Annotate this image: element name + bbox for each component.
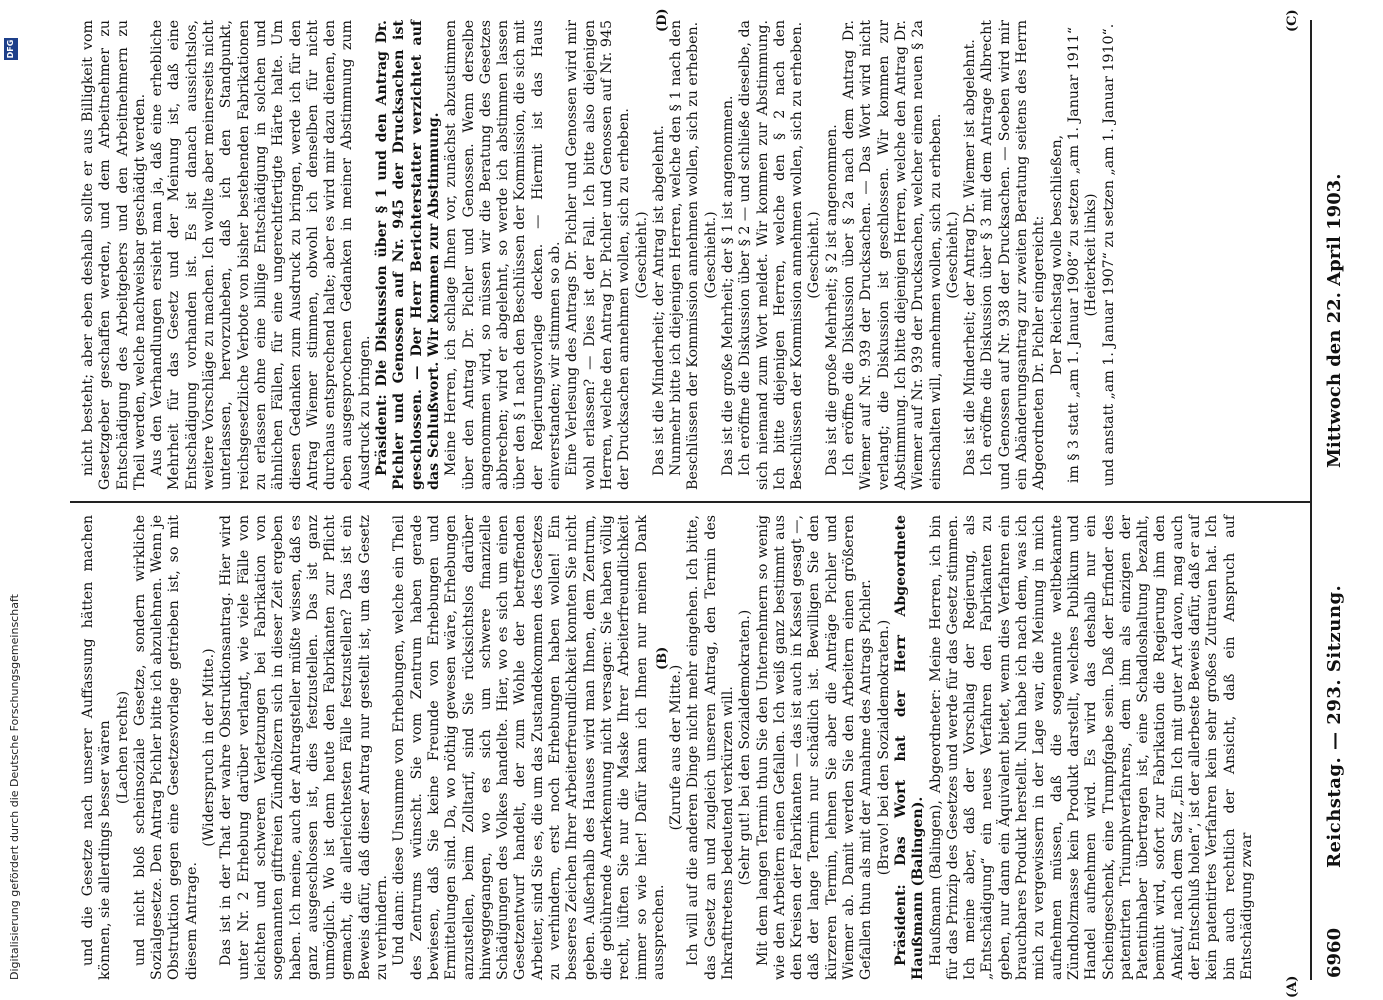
page-header (1318, 12, 1358, 988)
interjection: (Sehr gut! bei den Sozialdemokraten.) (737, 609, 754, 886)
left-column (80, 515, 1305, 980)
paragraph: Das ist in der That der wahre Obstruktionsantrag. Hier wird unter Nr. 2 Erhebung darüber verlangt, wie viele Fälle von leichten und schweren Verletzungen bei Fabrikation von sogenannten giftfreien Zündhölzern sich in dieser Zeit ergeben haben. Ich meine, auch der Antragsteller müßte wissen, daß es ganz ausgeschlossen ist, dies festzustellen. Das ist ganz unmöglich. Wo ist denn heute den Fabrikanten zur Pflicht gemacht, die allerleichtesten Fälle festzustellen? Das ist ein Beweis dafür, daß dieser Antrag nur gestellt ist, um das Gesetz zu verhindern. (218, 515, 391, 980)
motion-text: Der Reichstag wolle beschließen, (1048, 134, 1065, 376)
interjection: (Zurufe aus der Mitte.) (668, 664, 685, 831)
paragraph: Ich eröffne die Diskussion über § 3 mit dem Antrage Albrecht und Genossen auf Nr. 938 der Drucksachen. — Soeben wird mir ein Abänderungsantrag zur zweiten Beratung seitens des Herrn Abgeordneten Dr. Pichler eingereicht: (979, 20, 1048, 490)
interjection: (Geschieht.) (806, 211, 823, 299)
interjection: (Bravo! bei den Sozialdemokraten.) (875, 619, 892, 876)
motion-text: im § 3 statt „am 1. Januar 1908“ zu setzen „am 1. Januar 1911“ (1065, 26, 1082, 484)
session-date: Mittwoch den 22. April 1903. (1324, 173, 1345, 468)
speaker-paragraph: Präsident: Das Wort hat der Herr Abgeordnete Haußmann (Balingen). (892, 515, 927, 980)
page-number: 6960 (1324, 927, 1345, 978)
right-column (80, 20, 1305, 490)
paragraph: Das ist die Minderheit; der Antrag ist abgelehnt. (650, 125, 667, 476)
margin-marker-b: (B) (655, 646, 670, 670)
digitization-note: Digitalisierung gefördert durch die Deutsche Forschungsgemeinschaft (8, 594, 21, 980)
paragraph: Haußmann (Balingen), Abgeordneter: Meine Herren, ich bin für das Prinzip des Gesetzes und werde für das Gesetz stimmen. Ich meine aber, daß der Vorschlag der Regierung, als „Entschädigung“ ein neues Verfahren den Fabrikanten zu geben, nur dann ein Äquivalent bietet, wenn dies Verfahren ein brauchbares Produkt herstellt. Nun habe ich nach dem, was ich mich zu vergewissern in der Lage war, die Meinung in mich aufnehmen müssen, daß die sogenannte weltbekannte Zündholzmasse kein Produkt darstellt, welches Publikum und Handel aufnehmen wird. Es wird das deshalb nur ein Scheingeschenk, eine Trumpfgabe sein. Daß der Erfinder des patentirten Triumphverfahrens, dem ihm als einzigen der Patentinhaber übertragen ist, eine Schadloshaltung bezahlt, bemüht wird, sofort zur Fabrikation die Regierung ihm den Ankauf, nach dem Satz „Ein Ich mit guter Art davon, mag auch der Entschluß holen“, ist der allerbeste Beweis dafür, daß er auf kein patentirtes Verfahren kein sehr großes Zutrauen hat. Ich bin auch rechtlich der Ansicht, daß ein Anspruch auf Entschädigung zwar (927, 515, 1255, 980)
motion-text: und anstatt „am 1. Januar 1907“ zu setzen „am 1. Januar 1910“. (1100, 23, 1117, 487)
interjection: (Geschieht.) (633, 211, 650, 299)
margin-marker-c: (C) (1285, 9, 1300, 32)
interjection: (Heiterkeit links) (1083, 193, 1100, 317)
interjection: (Geschieht.) (944, 211, 961, 299)
paragraph: Ich will auf die anderen Dinge nicht mehr eingehen. Ich bitte, das Gesetz an und zugleich unseren Antrag, den Termin des Inkrafttretens bedeutend verkürzen will. (685, 515, 736, 980)
page-title: Reichstag. — 293. Sitzung. (1324, 584, 1345, 868)
interjection: (Widerspruch in der Mitte.) (201, 648, 218, 847)
paragraph: Eine Verlesung des Antrags Dr. Pichler und Genossen wird mir wohl erlassen? — Dies ist der Fall. Ich bitte also diejenigen Herren, welche den Antrag Dr. Pichler und Genossen auf Nr. 945 der Drucksachen annehmen wollen, sich zu erheben. (564, 20, 633, 490)
paragraph: Aus den Verhandlungen ersieht man ja, daß eine erhebliche Mehrheit für das Gesetz und der Meinung ist, daß eine Entschädigung vorhanden ist. Es ist danach aussichtslos, weitere Vorschläge zu machen. Ich wollte aber meinerseits nicht unterlassen, hervorzuheben, daß ich den Standpunkt, reichsgesetzliche Verbote von bisher bestehenden Fabrikationen zu erlassen ohne eine billige Entschädigung in solchen und ähnlichen Fällen, für eine ungerechtfertigte Härte halte. Um diesen Gedanken zum Ausdruck zu bringen, werde ich für den Antrag Wiemer stimmen, obwohl ich denselben für nicht durchaus entsprechend halte; aber es wird mir dazu dienen, den eben ausgesprochenen Gedanken in meiner Abstimmung zum Ausdruck zu bringen. (149, 20, 373, 490)
paragraph: Das ist die große Mehrheit; der § 1 ist angenommen. (719, 95, 736, 476)
paragraph: Ich eröffne die Diskussion über § 2a nach dem Antrag Dr. Wiemer auf Nr. 939 der Drucksachen. — Das Wort wird nicht verlangt; die Diskussion ist geschlossen. Wir kommen zur Abstimmung. Ich bitte diejenigen Herren, welche den Antrag Dr. Wiemer auf Nr. 939 der Drucksachen, welcher einen neuen § 2a einschalten will, annehmen wollen, sich zu erheben. (841, 20, 944, 490)
paragraph: Meine Herren, ich schlage Ihnen vor, zunächst abzustimmen über den Antrag Dr. Pichler und Genossen. Wenn derselbe angenommen wird, so müssen wir die Beratung des Gesetzes abbrechen; wird er abgelehnt, so werde ich abstimmen lassen über den § 1 nach den Beschlüssen der Kommission, die sich mit der Regierungsvorlage decken. — Hiermit ist das Haus einverstanden; wir stimmen so ab. (443, 20, 564, 490)
paragraph: nicht besteht; aber eben deshalb sollte er aus Billigkeit vom Gesetzgeber geschaffen werden, und dem Arbeitnehmer zu Entschädigung des Arbeitgebers und den Arbeitnehmern zu Theil werden, welche nachweisbar geschädigt werden. (80, 20, 148, 490)
paragraph: Das ist die große Mehrheit; § 2 ist angenommen. (823, 124, 840, 476)
interjection: (Lachen rechts) (114, 690, 131, 805)
paragraph: Mit dem langen Termin thun Sie den Unternehmern so wenig wie den Arbeitern einen Gefallen. Ich weiß ganz bestimmt aus den Kreisen der Fabrikanten — das ist auch in Kassel gesagt —, daß der lange Termin nur schädlich ist. Bewilligen Sie den kürzeren Termin, lehnen Sie aber die Anträge Pichler und Wiemer ab. Damit werden Sie den Arbeitern einen größeren Gefallen thun als mit der Annahme des Antrags Pichler. (754, 515, 875, 980)
paragraph: Ich eröffne die Diskussion über § 2 — und schließe dieselbe, da sich niemand zum Wort meldet. Wir kommen zur Abstimmung. Ich bitte diejenigen Herren, welche den § 2 nach den Beschlüssen der Kommission annehmen wollen, sich zu erheben. (737, 20, 806, 490)
paragraph: Und dann: diese Unsumme von Erhebungen, welche ein Theil des Zentrums wünscht. Sie vom Zentrum haben gerade bewiesen, daß Sie keine Freunde von Erhebungen und Ermittelungen sind. Da, wo nöthig gewesen wäre, Erhebungen anzustellen, beim Zolltarif, sind Sie rücksichtslos darüber hinweggegangen, wo es sich um schwere finanzielle Schädigungen des Volkes handelte. Hier, wo es sich um einen Gesetzentwurf handelt, der zum Wohle der betreffenden Arbeiter, sind Sie es, die um das Zustandekommen des Gesetzes zu verhindern, erst noch Erhebungen haben wollen! Ein besseres Zeichen Ihrer Arbeiterfreundlichkeit konnten Sie nicht geben. Außerhalb des Hauses wird man Ihnen, dem Zentrum, die gebührende Anerkennung nicht versagen: Sie haben völlig recht, lüften Sie nur die Maske Ihrer Arbeiterfreundlichkeit immer so wie hier! Dafür kann ich Ihnen nur meinen Dank aussprechen. (391, 515, 667, 980)
speaker-paragraph: Präsident: Die Diskussion über § 1 und den Antrag Dr. Pichler und Genossen auf Nr. 945 der Drucksachen ist geschlossen. — Der Herr Berichterstatter verzichtet auf das Schlußwort. Wir kommen zur Abstimmung. (374, 20, 442, 490)
interjection: (Geschieht.) (702, 211, 719, 299)
margin-marker-d: (D) (655, 8, 670, 32)
paragraph: und nicht bloß scheinsoziale Gesetze, sondern wirkliche Sozialgesetze. Den Antrag Pichler bitte ich abzulehnen. Wenn je Obstruktion gegen eine Gesetzesvorlage getrieben ist, so mit diesem Antrage. (131, 515, 200, 980)
column-divider (70, 501, 1310, 503)
paragraph: Das ist die Minderheit; der Antrag Dr. Wiemer ist abgelehnt. (962, 39, 979, 476)
paragraph: und die Gesetze nach unserer Auffassung hätten machen können, sie allerdings besser wären (80, 515, 114, 980)
dfg-logo: DFG (4, 38, 18, 60)
margin-marker-a: (A) (1285, 975, 1300, 998)
paragraph: Nunmehr bitte ich diejenigen Herren, welche den § 1 nach den Beschlüssen der Kommission annehmen wollen, sich zu erheben. (668, 20, 702, 490)
header-rule (1310, 20, 1312, 980)
